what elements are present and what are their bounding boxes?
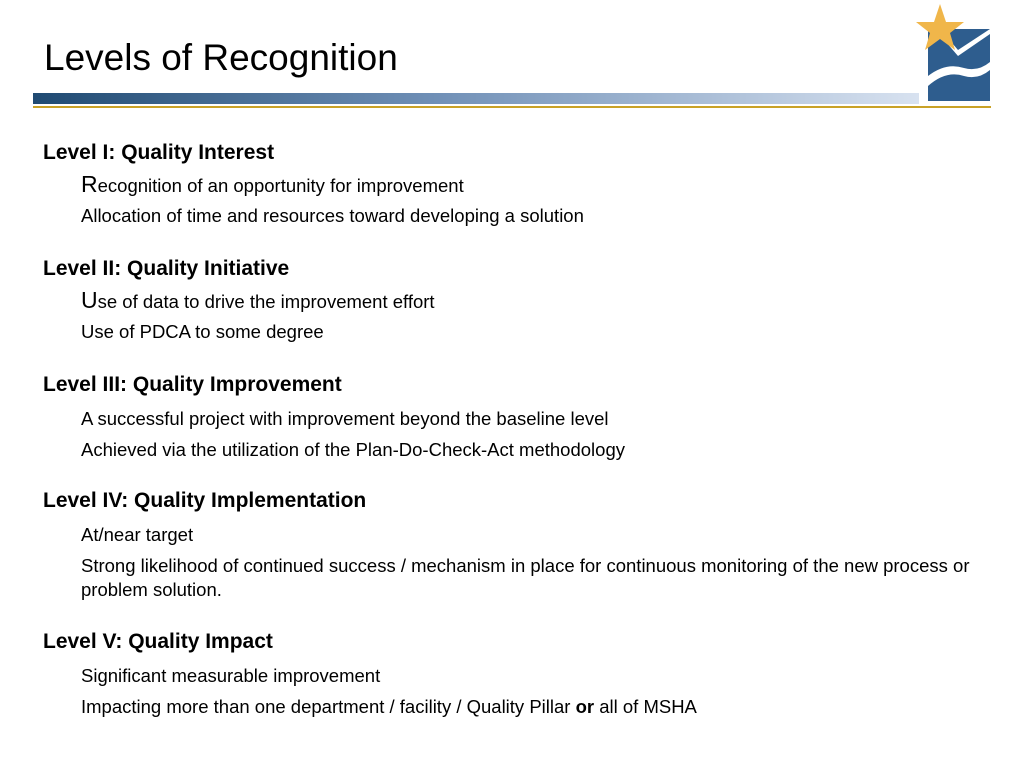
level-2-heading: Level II: Quality Initiative — [43, 257, 290, 280]
level-3-section — [43, 372, 983, 462]
level-4-heading: Level IV: Quality Implementation — [43, 489, 367, 512]
level-3-point-2: Achieved via the utilization of the Plan-Do-Check-Act methodology — [81, 439, 625, 460]
level-2-point-1: Use of data to drive the improvement effort — [81, 287, 435, 313]
level-5-heading: Level V: Quality Impact — [43, 630, 273, 653]
level-3-heading: Level III: Quality Improvement — [43, 373, 342, 396]
level-3-point-1: A successful project with improvement beyond the baseline level — [81, 408, 609, 429]
level-5-point-1: Significant measurable improvement — [81, 665, 381, 686]
level-4-point-1: At/near target — [81, 524, 194, 545]
level-2-point-2: Use of PDCA to some degree — [81, 321, 324, 342]
level-1-section — [43, 140, 983, 228]
header-gold-line — [33, 106, 991, 108]
star-logo-icon — [906, 4, 994, 108]
level-1-point-1: Recognition of an opportunity for improvement — [81, 171, 464, 197]
level-1-heading: Level I: Quality Interest — [43, 141, 275, 164]
level-4-point-2: Strong likelihood of continued success / mechanism in place for continuous monitoring of the new process or problem solution. — [81, 555, 970, 600]
level-4-section — [43, 488, 983, 602]
level-1-point-2: Allocation of time and resources toward developing a solution — [81, 205, 584, 226]
level-5-point-2: Impacting more than one department / facility / Quality Pillar or all of MSHA — [81, 696, 697, 717]
header-gradient-bar — [33, 93, 919, 104]
level-5-section — [43, 629, 983, 719]
slide-title: Levels of Recognition — [44, 37, 398, 78]
level-2-section — [43, 256, 983, 344]
